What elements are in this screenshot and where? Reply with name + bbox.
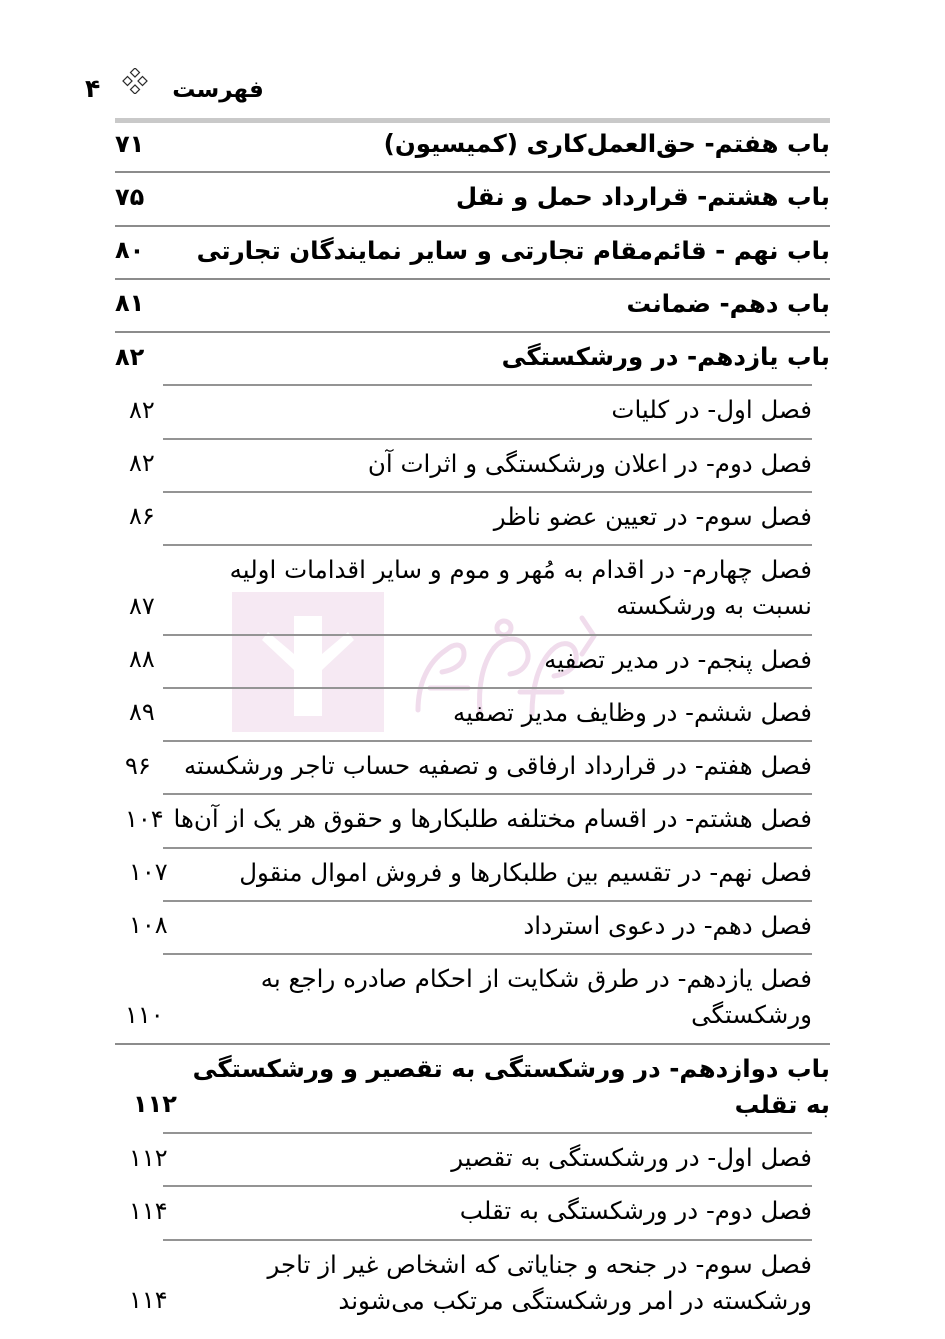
toc-entry-page-number: ۸۰ xyxy=(115,236,145,265)
toc-entry-title: فصل اول- در کلیات xyxy=(611,395,812,425)
toc-entry-page-number: ۹۶ xyxy=(125,751,151,780)
toc-entry-page-number: ۸۷ xyxy=(129,591,155,620)
toc-entry-page-number: ۱۱۰ xyxy=(125,1000,164,1029)
toc-entry-baab[interactable] xyxy=(115,118,830,171)
toc-entry-page-number: ۷۵ xyxy=(115,182,145,211)
toc-entry-page-number: ۱۰۸ xyxy=(129,911,168,940)
toc-entry-baab[interactable] xyxy=(115,278,830,331)
toc-entry-title: فصل هشتم- در اقسام مختلفه طلبکارها و حقوق هر یک از آن‌ها xyxy=(173,804,812,834)
toc-entry-title: باب هشتم- قرارداد حمل و نقل xyxy=(455,182,830,212)
toc-entry-page-number: ۱۰۷ xyxy=(129,858,168,887)
toc-entry-page-number: ۸۶ xyxy=(129,502,155,531)
toc-entry-baab[interactable] xyxy=(115,171,830,224)
toc-entry-fasl[interactable] xyxy=(115,847,830,900)
toc-entry-title: باب دهم- ضمانت xyxy=(626,288,830,318)
toc-entry-page-number: ۸۱ xyxy=(115,289,145,318)
toc-entry-fasl[interactable] xyxy=(115,384,830,437)
toc-entry-title: باب دوازدهم- در ورشکستگی به تقصیر و ورشکستگی به تقلب xyxy=(192,1053,830,1119)
toc-entry-page-number: ۱۱۲ xyxy=(129,1143,168,1172)
toc-entry-title: فصل هفتم- در قرارداد ارفاقی و تصفیه حساب تاجر ورشکسته xyxy=(183,751,812,780)
toc-entry-page-number: ۸۲ xyxy=(115,342,145,371)
toc-entry-title: فصل ششم- در وظایف مدیر تصفیه xyxy=(452,697,812,727)
toc-entry-title: فصل سوم- در تعیین عضو ناظر xyxy=(493,501,812,531)
toc-entry-title: فصل پنجم- در مدیر تصفیه xyxy=(544,644,812,674)
toc-entry-title: فصل دوم- در ورشکستگی به تقلب xyxy=(459,1196,812,1226)
toc-entry-fasl[interactable] xyxy=(115,1132,830,1185)
toc-entry-page-number: ۱۱۴ xyxy=(129,1196,168,1225)
toc-entry-fasl[interactable] xyxy=(115,438,830,491)
toc-entry-fasl[interactable] xyxy=(115,953,830,1043)
toc-entry-fasl[interactable] xyxy=(115,900,830,953)
page-folio: ۴ xyxy=(85,74,101,103)
toc-entry-page-number: ۱۱۴ xyxy=(129,1286,168,1315)
toc-entry-page-number: ۸۲ xyxy=(129,449,155,478)
toc-entry-baab[interactable] xyxy=(115,331,830,384)
toc-entry-page-number: ۷۱ xyxy=(115,129,145,158)
toc-entry-fasl[interactable] xyxy=(115,1185,830,1238)
toc-entry-page-number: ۱۰۴ xyxy=(125,804,164,833)
toc-entry-page-number: ۸۸ xyxy=(129,645,155,674)
toc-entry-title: فصل دوم- در اعلان ورشکستگی و اثرات آن xyxy=(367,448,812,478)
toc-entry-page-number: ۸۲ xyxy=(129,395,155,424)
toc-entry-baab[interactable] xyxy=(115,225,830,278)
toc-entry-fasl[interactable] xyxy=(115,1239,830,1329)
toc-entry-page-number: ۸۹ xyxy=(129,698,155,727)
toc-entry-fasl[interactable] xyxy=(115,634,830,687)
toc-entry-page-number: ۱۱۲ xyxy=(133,1090,177,1119)
toc-entry-title: فصل چهارم- در اقدام به مُهر و موم و سایر اقدامات اولیه نسبت به ورشکسته xyxy=(229,555,812,621)
running-head-title: فهرست xyxy=(172,77,264,103)
toc-entry-fasl[interactable] xyxy=(115,544,830,634)
toc-entry-title: باب هفتم- حق‌العمل‌کاری (کمیسیون) xyxy=(383,129,830,158)
toc-entry-baab[interactable] xyxy=(115,1043,830,1133)
toc-entry-title: فصل یازدهم- در طرق شکایت از احکام صادره راجع به ورشکستگی xyxy=(260,964,812,1030)
toc-entry-title: فصل نهم- در تقسیم بین طلبکارها و فروش اموال منقول xyxy=(239,857,812,887)
toc-entry-title: فصل اول- در ورشکستگی به تقصیر xyxy=(451,1143,812,1172)
running-head xyxy=(0,66,945,108)
toc-entry-title: فصل سوم- در جنحه و جنایاتی که اشخاص غیر از تاجر ورشکسته در امر ورشکستگی مرتکب می‌شوند xyxy=(267,1249,812,1315)
toc-entry-fasl[interactable] xyxy=(115,740,830,793)
diamond-cluster-icon xyxy=(122,68,148,98)
toc-entry-title: فصل دهم- در دعوی استرداد xyxy=(523,910,812,940)
toc-entry-fasl[interactable] xyxy=(115,491,830,544)
toc-entry-fasl[interactable] xyxy=(115,793,830,846)
toc-entry-title: باب نهم - قائم‌مقام تجارتی و سایر نمایندگان تجارتی xyxy=(196,235,830,265)
toc-entry-title: باب یازدهم- در ورشکستگی xyxy=(501,342,830,371)
toc-entry-fasl[interactable] xyxy=(115,687,830,740)
table-of-contents xyxy=(115,118,830,1328)
